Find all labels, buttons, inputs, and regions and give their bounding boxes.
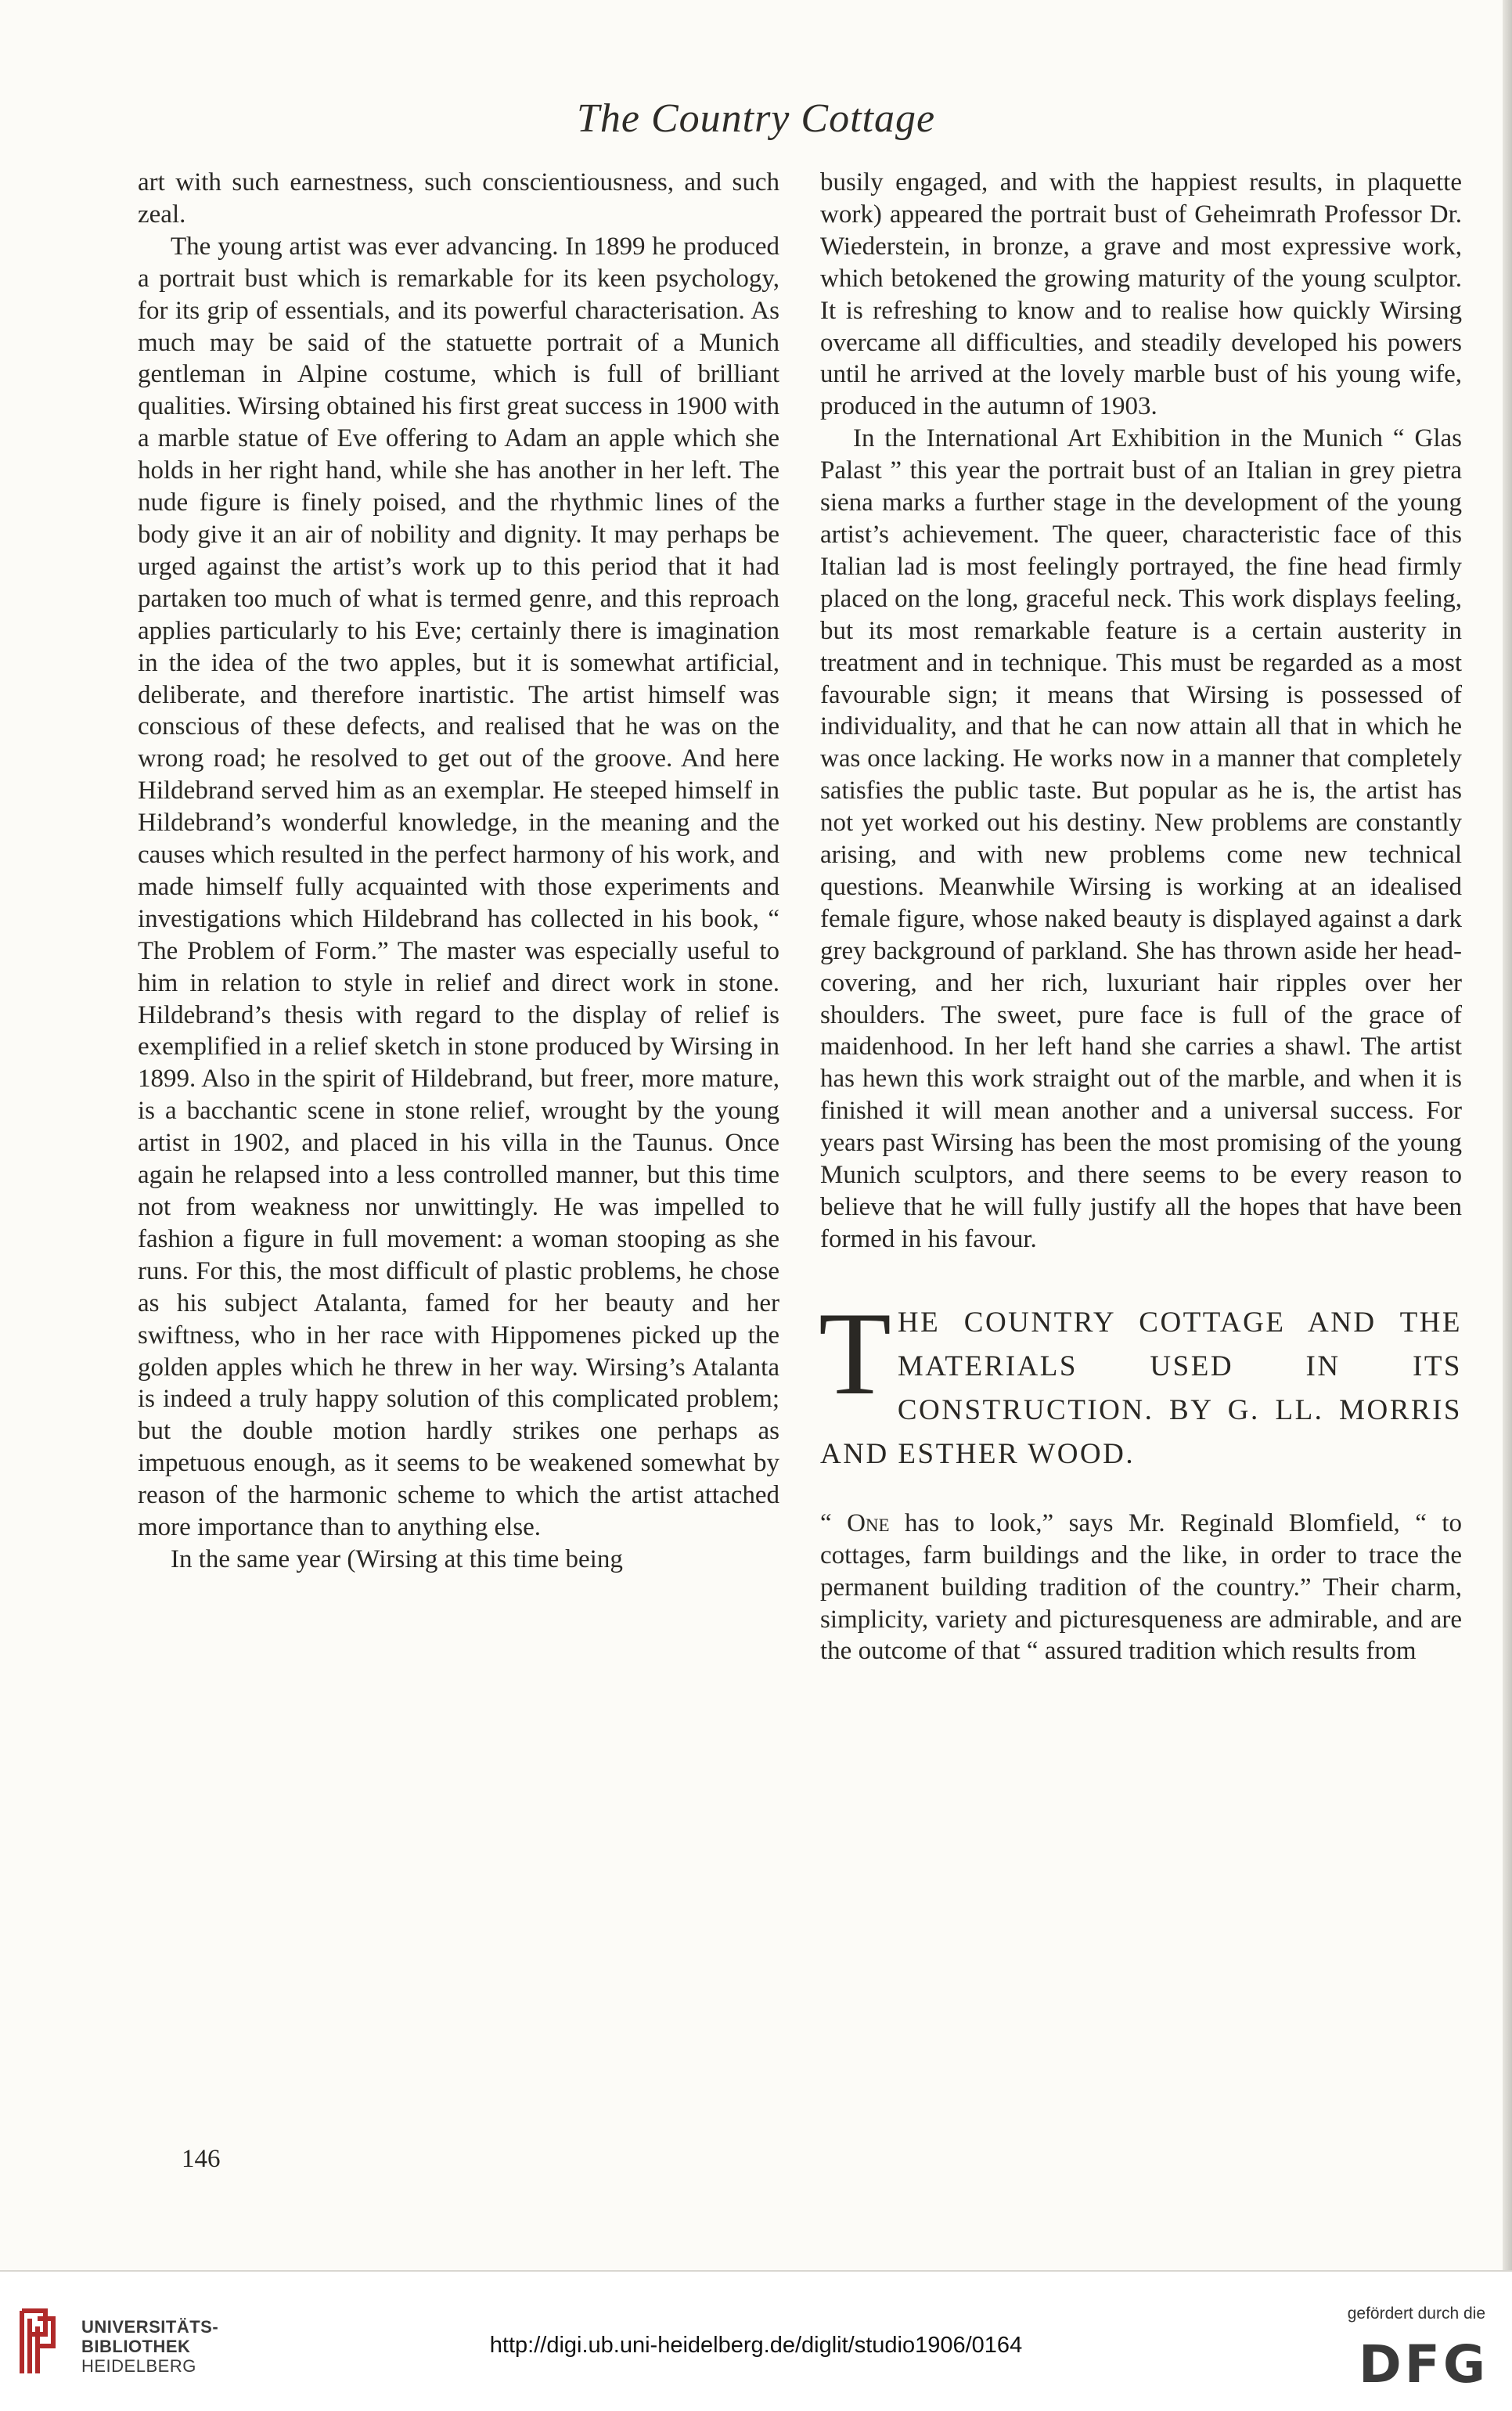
paragraph: busily engaged, and with the happiest results, in plaquette work) appeared the portrait bust of Geheimrath Professor Dr. Wiederstein, in bronze, a grave and most expressive work, which betokened the growing maturity of the young sculptor. It is refreshing to know and to realise how quickly Wirsing overcame all difficulties, and steadily developed his powers until he arrived at the lovely marble bust of his young wife, produced in the autumn of 1903. [820, 168, 1462, 421]
article-opening-paragraph [820, 1508, 1462, 1668]
paragraph: The young artist was ever advancing. In 1899 he produced a portrait bust which is remarkable for its keen psychology, for its grip of essentials, and its powerful characterisation. As much may be said of the statuette portrait of a Munich gentleman in Alpine costume, which is full of brilliant qualities. Wirsing obtained his first great success in 1900 with a marble statue of Eve offering to Adam an apple which she holds in her right hand, while she has another in her left. The nude figure is finely poised, and the rhythmic lines of the body give it an air of nobility and dignity. It may perhaps be urged against the artist’s work up to this period that it had partaken too much of what is termed genre, and this reproach applies particularly to his Eve; certainly there is imagination in the idea of the two apples, but it is somewhat artificial, deliberate, and therefore inartistic. The artist himself was conscious of these defects, and realised that he was on the wrong road; he resolved to get out of the groove. And here Hildebrand served him as an exemplar. He steeped himself in Hildebrand’s wonderful knowledge, in the meaning and the causes which resulted in the perfect harmony of his work, and made himself fully acquainted with those experiments and investigations which Hildebrand has collected in his book, “ The Problem of Form.” The master was especially useful to him in relation to style in relief and direct work in stone. Hildebrand’s thesis with regard to the display of relief is exemplified in a relief sketch in stone produced by Wirsing in 1899. Also in the spirit of Hildebrand, but freer, more mature, is a bacchantic scene in stone relief, wrought by the young artist in 1902, and placed in his villa in the Taunus. Once again he relapsed into a less controlled manner, but this time not from weakness nor unwittingly. He was impelled to fashion a figure in full movement: a woman stooping as she runs. For this, the most difficult of plastic problems, he chose as his subject Atalanta, famed for her beauty and her swiftness, who in her race with Hippomenes picked up the golden apples which he threw in her way. Wirsing’s Atalanta is indeed a truly happy solution of this complicated problem; but the double motion hardly strikes one perhaps as impetuous enough, as it seems to be weakened somewhat by reason of the harmonic scheme to which the artist attached more importance than to anything else. [138, 232, 779, 1542]
institution-name: UNIVERSITÄTS- BIBLIOTHEK HEIDELBERG [81, 2317, 219, 2376]
paragraph: art with such earnestness, such conscientiousness, and such zeal. [138, 168, 779, 229]
left-column [138, 167, 779, 1576]
paragraph: In the International Art Exhibition in the Munich “ Glas Palast ” this year the portrait bust of an Italian in grey pietra siena marks a further stage in the development of the young artist’s achievement. The queer, characteristic face of this Italian lad is most feelingly portrayed, the fine head firmly placed on the long, graceful neck. This work displays feeling, but its most remarkable feature is a certain austerity in treatment and in technique. This must be regarded as a most favourable sign; it means that Wirsing is possessed of individuality, and that he can now attain all that in which he was once lacking. He works now in a manner that completely satisfies the public taste. But popular as he is, the artist has not yet worked out his destiny. New problems are constantly arising, and with new problems come new technical questions. Meanwhile Wirsing is working at an idealised female figure, whose naked beauty is displayed against a dark grey background of parkland. She has thrown aside her head-covering, and her rich, luxuriant hair ripples over her shoulders. The sweet, pure face is full of the grace of maidenhood. In her left hand she carries a shawl. The artist has hewn this work straight out of the marble, and when it is finished it will mean another and a universal success. For years past Wirsing has been the most promising of the young Munich sculptors, and there seems to be every reason to believe that he will fully justify all the hopes that have been formed in his favour. [820, 424, 1462, 1253]
article-title: HE COUNTRY COTTAGE AND THE MATERIALS USED IN ITS CONSTRUCTION. BY G. LL. MORRIS AND ESTHER WOOD. [820, 1306, 1462, 1470]
article-heading [819, 1287, 1462, 1476]
paragraph: In the same year (Wirsing at this time being [171, 1544, 623, 1573]
dfg-logo: DFG [1358, 2334, 1489, 2395]
page-number: 146 [182, 2145, 221, 2173]
running-head: The Country Cottage [576, 96, 936, 141]
right-column [820, 167, 1462, 1667]
opening-smallcaps: “ One [820, 1508, 890, 1537]
funding-note: gefördert durch die [1347, 2305, 1485, 2323]
footer-bar [0, 2270, 1512, 2411]
opening-text: has to look,” says Mr. Reginald Blomfield, “ to cottages, farm buildings and the like, in order to trace the permanent building tradition of the country.” Their charm, simplicity, variety and picturesqueness are admirable, and are the outcome of that “ assured tradition which results from [820, 1508, 1463, 1666]
drop-cap: T [819, 1287, 891, 1419]
page-edge-shadow [1503, 0, 1512, 2270]
source-url-link[interactable]: http://digi.ub.uni-heidelberg.de/diglit/studio1906/0164 [489, 2333, 1023, 2358]
